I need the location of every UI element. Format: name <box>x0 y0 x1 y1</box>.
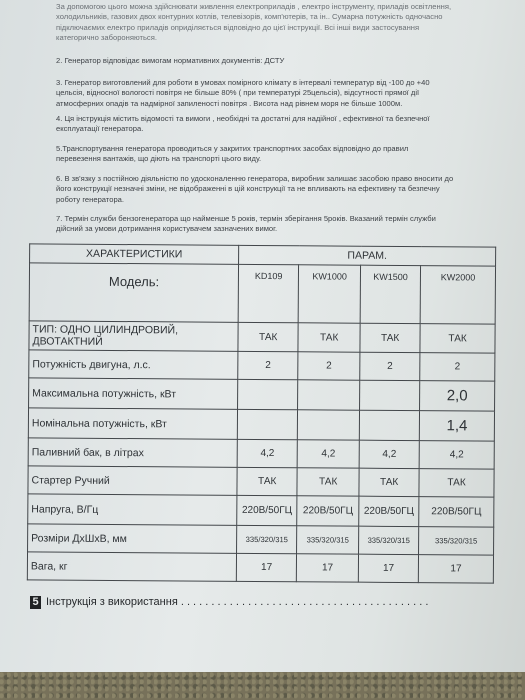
row-value: 335/320/315 <box>237 525 297 553</box>
text-line: 7. Термін служби бензогенератора що найменше 5 років, термін зберігання 5років. Вказаний термін служби <box>56 214 436 223</box>
row-value: 17 <box>358 554 418 582</box>
row-value: ТАК <box>298 323 360 352</box>
table-row <box>27 552 493 583</box>
table-row <box>29 378 495 411</box>
table-row <box>29 321 495 353</box>
row-value: 4,2 <box>419 441 494 470</box>
text-line: перевезення вантажів, що діють на транспорті цього виду. <box>56 154 262 164</box>
row-label: Паливний бак, в літрах <box>28 438 237 467</box>
specifications-table <box>27 243 496 583</box>
section-title: Інструкція з використання . . . . . . . . . . . . . . . . . . . . . . . . . . . . . . . . . . . . . . . . . <box>46 596 429 608</box>
row-value: ТАК <box>359 468 419 496</box>
row-value: ТАК <box>420 324 495 354</box>
row-value: ТАК <box>419 469 494 498</box>
row-value: 4,2 <box>297 440 359 468</box>
row-value: 17 <box>237 553 297 581</box>
model-kd109: KD109 <box>238 264 298 322</box>
text-line: підключаємих електро приладів оприділяється відповідно до цієї інструкції. Всі інші види застосування <box>56 22 420 32</box>
row-value: 335/320/315 <box>297 526 359 554</box>
row-label: Номінальна потужність, кВт <box>28 408 237 439</box>
text-line: 2. Генератор відповідає вимогам нормативних документів: ДСТУ <box>56 56 285 65</box>
model-label: Модель: <box>29 263 239 322</box>
text-line: цельсія, відносної вологості повітря не більше 80% ( при температурі 25цельсія), відсутності прямої дії <box>56 88 420 98</box>
header-parameters: ПАРАМ. <box>239 245 496 266</box>
row-value <box>238 409 298 439</box>
header-characteristics: ХАРАКТЕРИСТИКИ <box>30 244 239 264</box>
section-number: 5 <box>30 596 41 609</box>
row-value: 220В/50ГЦ <box>237 495 297 525</box>
row-value: 2,0 <box>420 381 495 412</box>
table-row <box>28 524 494 555</box>
paragraph-4 <box>56 114 451 135</box>
text-line: експлуатації генератора. <box>56 124 144 134</box>
row-value: 17 <box>296 554 358 582</box>
text-line: За допомогою цього можна здійснювати живлення електроприладів , електро інструменту, приладів освітлення, <box>56 2 452 11</box>
table-row-models <box>29 263 495 324</box>
text-line: категорично забороняються. <box>56 33 157 43</box>
row-value: 2 <box>360 352 420 380</box>
table-row <box>28 494 494 527</box>
row-label: Потужність двигуна, л.с. <box>29 350 238 379</box>
row-value: 220В/50ГЦ <box>359 496 419 526</box>
row-value: ТАК <box>297 468 359 496</box>
paragraph-2 <box>56 56 451 66</box>
row-value: 220В/50ГЦ <box>297 496 359 526</box>
row-value: 2 <box>238 351 298 379</box>
table-row <box>28 438 494 469</box>
row-value: ТАК <box>238 322 298 351</box>
section-heading <box>30 596 428 609</box>
model-kw1000: KW1000 <box>298 265 360 323</box>
text-line: 4. Ця інструкція містить відомості та вимоги , необхідні та достатні для надійної , ефективної та безпечної <box>56 114 430 123</box>
text-line: дійсний за умови дотримання користувачем зазначених вимог. <box>56 224 278 234</box>
row-label: Вага, кг <box>27 552 236 581</box>
row-value: 17 <box>418 555 493 584</box>
row-value: 335/320/315 <box>359 526 419 554</box>
text-line: 6. В зв'язку з постійною діяльністю по удосконаленню генератора, виробник залишає засобою право вносити до <box>56 174 454 183</box>
paragraph-5 <box>56 144 451 165</box>
row-label: ТИП: ОДНО ЦИЛИНДРОВИЙ, ДВОТАКТНИЙ <box>29 321 238 351</box>
row-value <box>359 410 419 440</box>
row-label: Максимальна потужність, кВт <box>29 378 238 409</box>
row-value: ТАК <box>237 467 297 495</box>
row-label: Розміри ДхШхВ, мм <box>28 524 237 553</box>
text-line: 5.Транспортування генератора проводиться у закритих транспортних засобах відповідно до правил <box>56 144 409 153</box>
row-value: ТАК <box>360 323 420 352</box>
row-value: 4,2 <box>359 440 419 468</box>
row-value <box>298 380 360 410</box>
model-kw2000: KW2000 <box>420 266 495 325</box>
row-value: 2 <box>420 353 495 382</box>
table-row <box>28 466 494 497</box>
row-value: 220В/50ГЦ <box>419 497 494 528</box>
text-line: атмосферних опадів та надмірної запиленості повітря . Висота над рівнем моря не більше 1000м. <box>56 98 403 108</box>
row-value: 335/320/315 <box>419 527 494 556</box>
paragraph-3 <box>56 78 451 109</box>
text-line: холодильників, газових двох контурних котлів, телевізорів, комп'ютерів, та ін.. Сумарна потужність одночасно <box>56 12 443 22</box>
table-row <box>29 350 495 381</box>
row-value: 1,4 <box>419 411 494 442</box>
row-label: Напруга, В/Гц <box>28 494 237 525</box>
row-value <box>360 380 420 410</box>
row-value <box>238 379 298 409</box>
background-fabric <box>0 672 525 700</box>
paragraph-7 <box>56 214 451 235</box>
row-value: 4,2 <box>237 439 297 467</box>
model-kw1500: KW1500 <box>360 265 420 323</box>
row-value <box>297 410 359 440</box>
text-line: його конструкції незначні зміни, не відображенні в цій конструкції та не впливають на ефективну та безпечну <box>56 184 440 194</box>
text-line: роботу генератора. <box>56 194 125 204</box>
row-value: 2 <box>298 352 360 380</box>
text-line: 3. Генератор виготовлений для роботи в умовах помірного клімату в інтервалі температур від -100 до +40 <box>56 78 430 87</box>
row-label: Стартер Ручний <box>28 466 237 495</box>
table-row <box>28 408 494 441</box>
paragraph-6 <box>56 174 454 205</box>
paragraph-intro <box>56 2 451 44</box>
